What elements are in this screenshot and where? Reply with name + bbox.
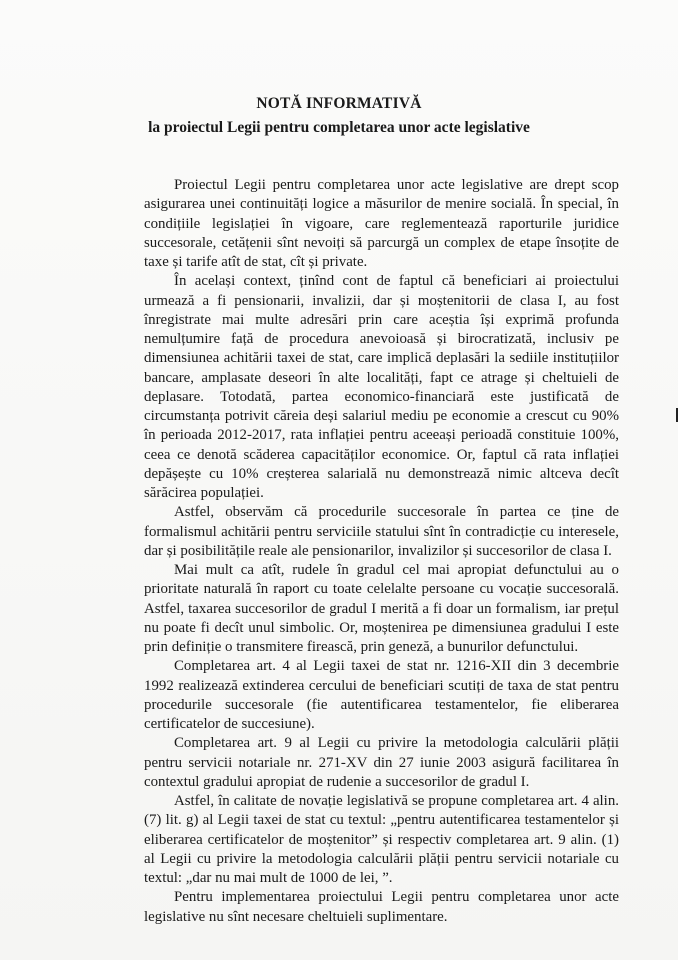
- paragraph-1: Proiectul Legii pentru completarea unor acte legislative are drept scop asigurarea unei continuități logice a măsurilor de menire socială. În special, în condițiile legislației în vigoare, care reglementează raporturile juridice succesorale, cetățenii sînt nevoiți să parcurgă un complex de etape însoțite de taxe și tarife atît de stat, cît și private.: [144, 177, 619, 270]
- paragraph-8: Pentru implementarea proiectului Legii pentru completarea unor acte legislative nu sînt necesare cheltuieli suplimentare.: [144, 889, 619, 925]
- paragraph-3: Astfel, observăm că procedurile succesorale în partea ce ține de formalismul achitării pentru serviciile statului sînt în contradicție cu interesele, dar și posibilitățile reale ale pensionarilor, invalizilor și succesorilor de clasa I.: [144, 504, 619, 559]
- paragraph-2: În același context, ținînd cont de faptul că beneficiari ai proiectului urmează a fi pensionarii, invalizii, dar și moștenitorii de clasa I, au fost înregistrate mai multe adresări prin care aceștia își exprimă profunda nemulțumire față de procedura anevoioasă și birocratizată, inclusiv pe dimensiunea achitării taxei de stat, care implică deplasări la sediile instituțiilor bancare, amplasate deseori în alte localități, fapt ce atrage și cheltuieli de deplasare. Totodată, partea economico-financiară este justificată de circumstanța potrivit căreia deși salariul mediu pe economie a crescut cu 90% în perioada 2012-2017, rata inflației pentru aceeași perioadă constituie 100%, ceea ce denotă scăderea capacităților economice. Or, faptul că rata inflației depășește cu 10% creșterea salarială nu demonstrează nimic altceva decît sărăcirea populației.: [144, 273, 619, 501]
- paragraph-4: Mai mult ca atît, rudele în gradul cel mai apropiat defunctului au o prioritate naturală în raport cu toate celelalte persoane cu vocație succesorală. Astfel, taxarea succesorilor de gradul I merită a fi doar un formalism, iar prețul nu poate fi decît unul simbolic. Or, moștenirea pe dimensiunea gradului I este prin definiție o transmitere firească, prin geneză, a bunurilor defunctului.: [144, 562, 619, 655]
- document-subtitle: la proiectul Legii pentru completarea unor acte legislative: [148, 119, 530, 136]
- paragraph-7: Astfel, în calitate de novație legislativă se propune completarea art. 4 alin. (7) lit. g) al Legii taxei de stat cu textul: „pentru autentificarea testamentelor și eliberarea certificatelor de moștenitor” și respectiv completarea art. 9 alin. (1) al Legii cu privire la metodologia calculării plății pentru servicii notariale cu textul: „dar nu mai mult de 1000 de lei, ”.: [144, 793, 619, 886]
- document-body: [144, 176, 619, 927]
- document-title: NOTĂ INFORMATIVĂ: [256, 95, 422, 112]
- paragraph-5: Completarea art. 4 al Legii taxei de stat nr. 1216-XII din 3 decembrie 1992 realizează extinderea cercului de beneficiari scutiți de taxa de stat pentru procedurile succesorale (fie autentificarea testamentelor, fie eliberarea certificatelor de succesiune).: [144, 658, 619, 732]
- paragraph-6: Completarea art. 9 al Legii cu privire la metodologia calculării plății pentru servicii notariale nr. 271-XV din 27 iunie 2003 asigură facilitarea în contextul gradului apropiat de rudenie a succesorilor de gradul I.: [144, 735, 619, 790]
